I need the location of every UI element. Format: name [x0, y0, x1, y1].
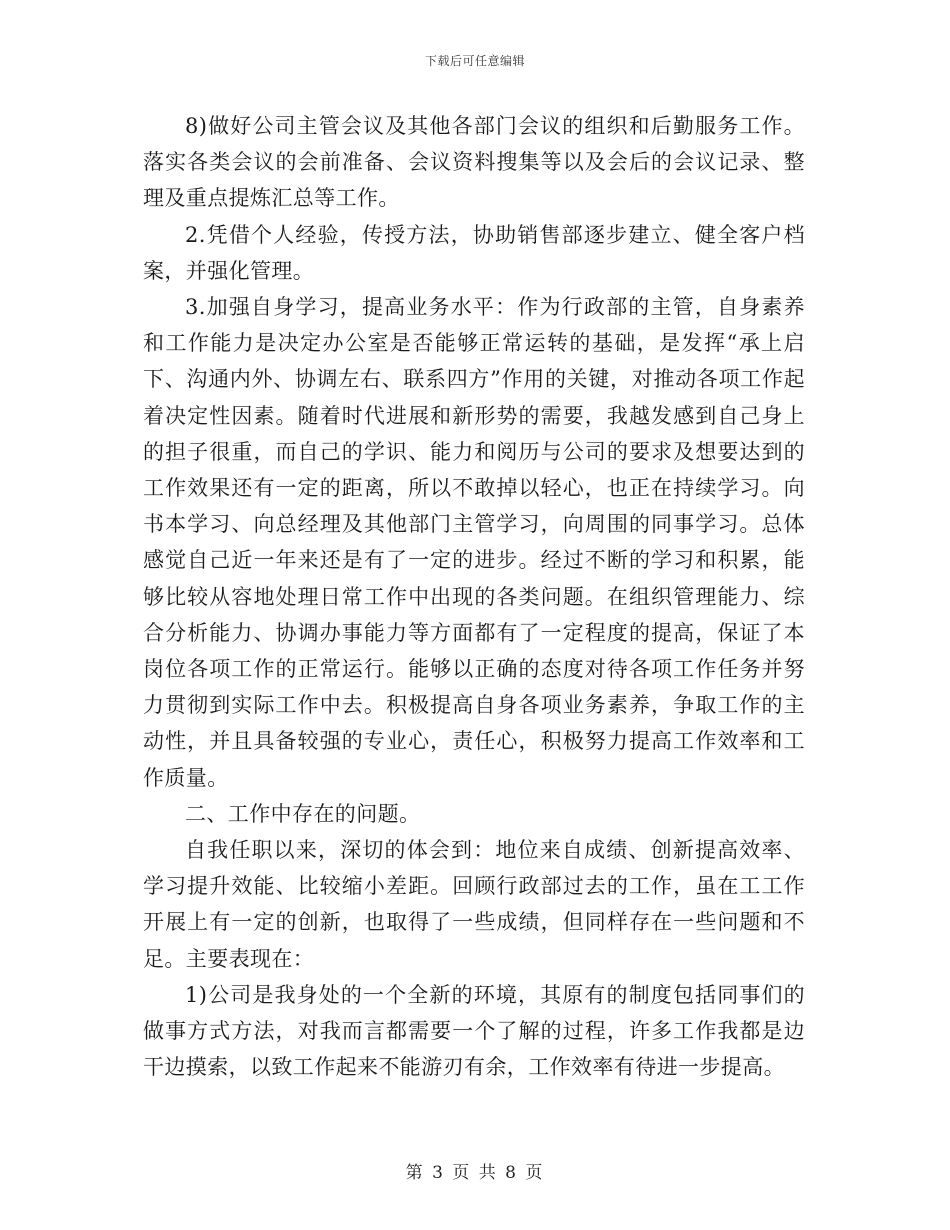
paragraph-new-environment: 1)公司是我身处的一个全新的环境，其原有的制度包括同事们的做事方式方法，对我而言都需要一个了解的过程，许多工作我都是边干边摸索，以致工作起来不能游刃有余，工作效率有待进一步提高。	[143, 982, 805, 1080]
paragraph-experience: 自我任职以来，深切的体会到：地位来自成绩、创新提高效率、学习提升效能、比较缩小差距。回顾行政部过去的工作，虽在工工作开展上有一定的创新，也取得了一些成绩，但同样存在一些问题和不足。主要表现在：	[143, 838, 805, 971]
paragraph-customer-files: 2.凭借个人经验，传授方法，协助销售部逐步建立、健全客户档案，并强化管理。	[143, 222, 805, 283]
section-heading-problems: 二、工作中存在的问题。	[185, 801, 421, 826]
page-header: 下载后可任意编辑	[424, 54, 525, 68]
paragraph-self-study: 3.加强自身学习，提高业务水平：作为行政部的主管，自身素养和工作能力是决定办公室是否能够正常运转的基础，是发挥“承上启下、沟通内外、协调左右、联系四方”作用的关键，对推动各项工作起着决定性因素。随着时代进展和新形势的需要，我越发感到自己身上的担子很重，而自己的学识、能力和阅历与公司的要求及想要达到的工作效果还有一定的距离，所以不敢掉以轻心，也正在持续学习。向书本学习、向总经理及其他部门主管学习，向周围的同事学习。总体感觉自己近一年来还是有了一定的进步。经过不断的学习和积累，能够比较从容地处理日常工作中出现的各类问题。在组织管理能力、综合分析能力、协调办事能力等方面都有了一定程度的提高，保证了本岗位各项工作的正常运行。能够以正确的态度对待各项工作任务并努力贯彻到实际工作中去。积极提高自身各项业务素养，争取工作的主动性，并且具备较强的专业心，责任心，积极努力提高工作效率和工作质量。	[143, 295, 805, 790]
page-number-footer: 第 3 页 共 8 页	[405, 1163, 545, 1183]
document-body	[143, 108, 805, 1085]
paragraph-meeting-services: 8)做好公司主管会议及其他各部门会议的组织和后勤服务工作。落实各类会议的会前准备、会议资料搜集等以及会后的会议记录、整理及重点提炼汇总等工作。	[143, 114, 805, 211]
